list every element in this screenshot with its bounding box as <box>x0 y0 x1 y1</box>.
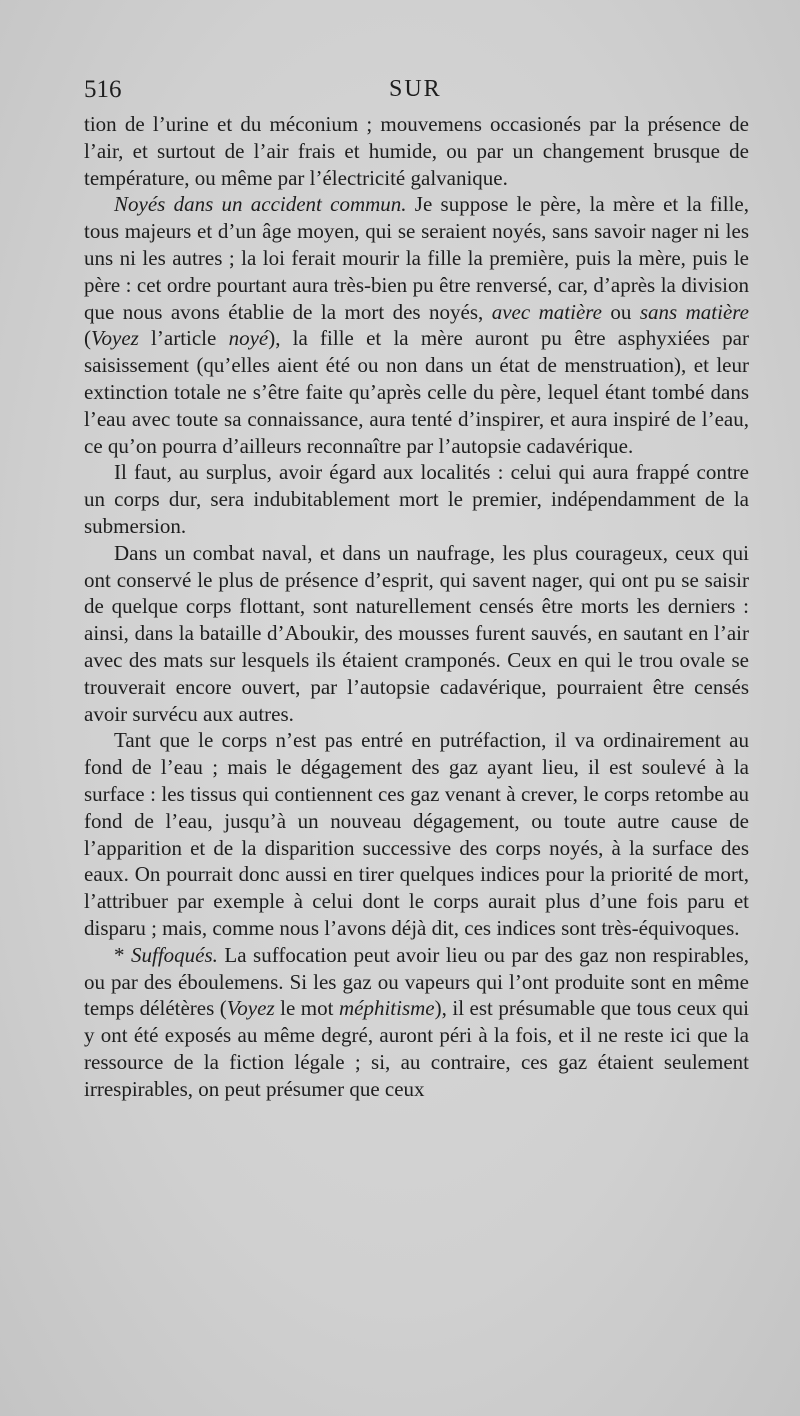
paragraph-2 <box>84 191 749 459</box>
text-run: La suffocation peut avoir lieu ou par des gaz non respirables, ou par des éboulemens. Si les gaz ou vapeurs qui l’ont produite sont en même temps délétères ( <box>84 942 750 1021</box>
page-header <box>84 76 754 108</box>
text-run: ), la fille et la mère auront pu être asphyxiées par saisissement (qu’elles aient été ou non dans un état de menstruation), et leur extinction totale ne s’être faite qu’après celle du père, lequel étant tombé dans l’eau avec toute sa connaissance, aura tenté d’inspirer, et aura inspiré de l’eau, ce qu’on pourra d’ailleurs reconnaître par l’autopsie cadavérique. <box>84 326 749 458</box>
text-run: le mot <box>274 996 339 1021</box>
text-run: ou <box>601 299 640 324</box>
italic-term: Voyez <box>91 326 139 351</box>
italic-term: sans matière <box>639 299 750 324</box>
paragraph-3 <box>84 459 749 539</box>
text-run: l’article <box>138 326 229 351</box>
paragraph-4 <box>84 540 749 728</box>
paragraph-1 <box>84 111 749 191</box>
paragraph-5 <box>84 727 749 941</box>
italic-term: Voyez <box>226 996 275 1021</box>
text-run: Tant que le corps n’est pas entré en putréfaction, il va ordinairement au fond de l’eau ; mais le dégagement des gaz ayant lieu, il est soulevé à la surface : les tissus qui contiennent ces gaz venant à crever, le corps retombe au fond de l’eau, jusqu’à un nouveau dégagement, ou toute autre cause de l’apparition et de la disparition successive des corps noyés, à la surface des eaux. On pourrait donc aussi en tirer quelques indices pour la priorité de mort, l’attribuer par exemple à celui dont le corps aurait plus d’une fois paru et disparu ; mais, comme nous l’avons déjà dit, ces indices sont très-équivoques. <box>84 728 749 940</box>
running-head: SUR <box>389 76 442 102</box>
text-run: Je suppose le père, la mère et la fille, tous majeurs et d’un âge moyen, qui se seraient noyés, sans savoir nager ni les uns ni les autres ; la loi ferait mourir la fille la première, puis la mère, puis le père : cet ordre pourtant aura très-bien pu être renversé, car, d’après la division que nous avons établie de la mort des noyés, <box>84 192 749 324</box>
text-run: Il faut, au surplus, avoir égard aux localités : celui qui aura frappé contre un corps dur, sera indubitablement mort le premier, indépendamment de la submersion. <box>84 460 749 538</box>
body-text <box>84 111 749 1102</box>
text-run: ), il est présumable que tous ceux qui y ont été exposés au même degré, auront péri à la fois, et il ne reste ici que la ressource de la fiction légale ; si, au contraire, ces gaz étaient seulement irrespirables, on peut présumer que ceux <box>84 996 750 1101</box>
italic-term: noyé <box>228 326 269 351</box>
italic-term: méphitisme <box>338 996 435 1021</box>
text-run: ( <box>84 326 91 351</box>
footnote-marker: * <box>114 942 131 967</box>
paragraph-6 <box>84 942 749 1103</box>
text-run: Dans un combat naval, et dans un naufrage, les plus courageux, ceux qui ont conservé le plus de présence d’esprit, qui savent nager, qui ont pu se saisir de quelque corps flottant, sont naturellement censés être morts les derniers : ainsi, dans la bataille d’Aboukir, des mousses furent sauvés, en sautant en l’air avec des mats sur lesquels ils étaient cramponés. Ceux en qui le trou ovale se trouverait encore ouvert, par l’autopsie cadavérique, pourraient être censés avoir survécu aux autres. <box>84 540 749 726</box>
text-run: tion de l’urine et du méconium ; mouvemens occasionés par la présence de l’air, et surtout de l’air frais et humide, ou par un changement brusque de température, ou même par l’électricité galvanique. <box>84 112 749 190</box>
page-number: 516 <box>84 76 122 103</box>
italic-term: avec matière <box>491 299 602 324</box>
section-heading-suffoques: Suffoqués. <box>131 942 218 967</box>
section-heading-noyes: Noyés dans un accident commun. <box>114 192 407 217</box>
